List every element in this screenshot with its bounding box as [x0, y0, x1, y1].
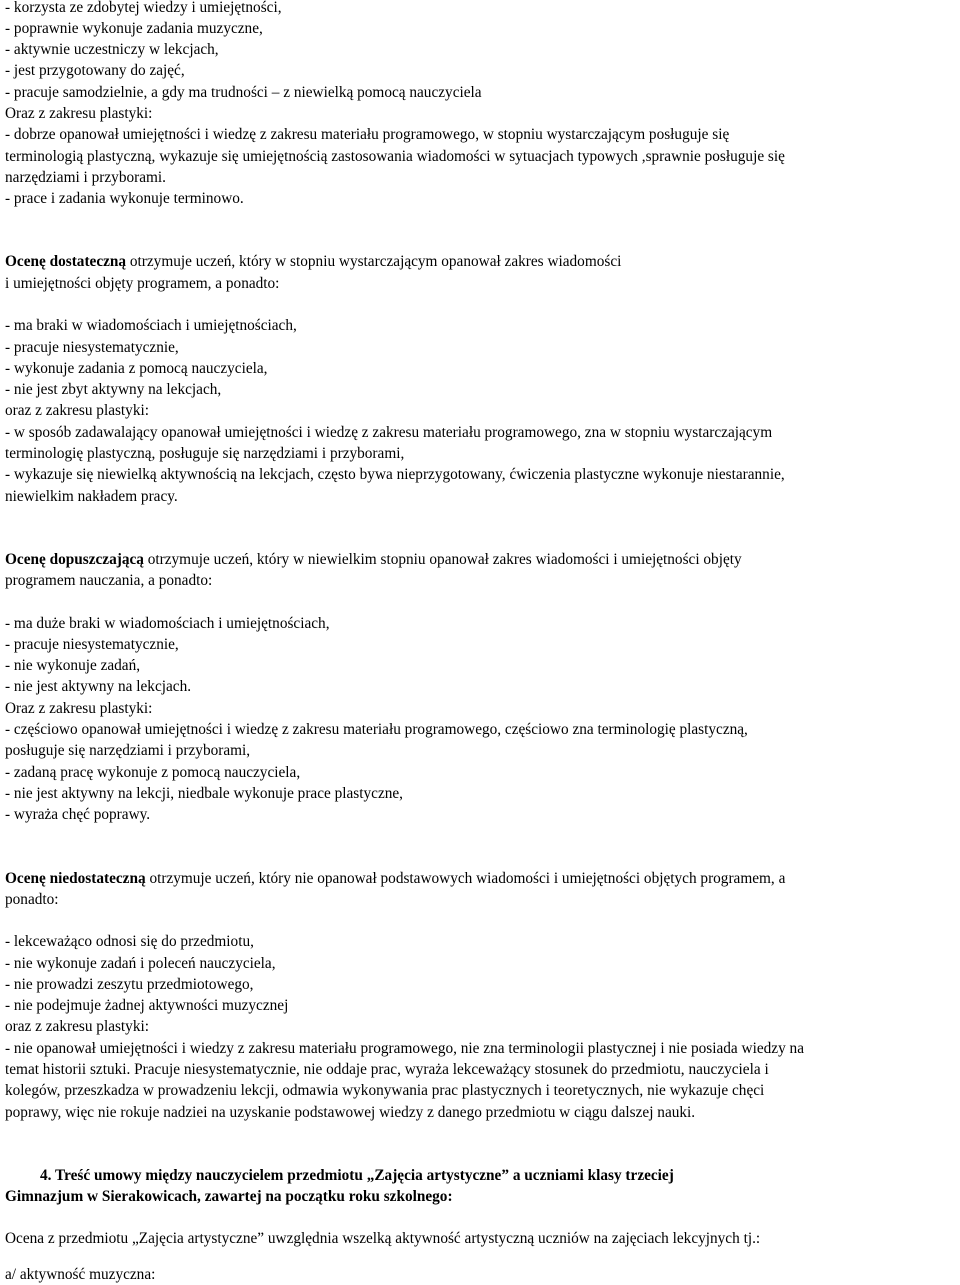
text-line: - pracuje niesystematycznie,: [5, 636, 179, 653]
text-line: terminologię plastyczną, posługuje się narzędziami i przyborami,: [5, 445, 405, 462]
text-line: - lekceważąco odnosi się do przedmiotu,: [5, 933, 254, 950]
section-heading-dopuszczajaca: [5, 549, 742, 570]
text-line: - ma duże braki w wiadomościach i umiejętnościach,: [5, 615, 330, 632]
text-line: i umiejętności objęty programem, a ponadto:: [5, 275, 280, 292]
heading-text: otrzymuje uczeń, który w stopniu wystarczającym opanował zakres wiadomości: [126, 253, 622, 270]
text-line: - nie jest zbyt aktywny na lekcjach,: [5, 381, 222, 398]
text-line: - ma braki w wiadomościach i umiejętnościach,: [5, 317, 297, 334]
text-line: poprawy, więc nie rokuje nadziei na uzyskanie podstawowej wiedzy z danego przedmiotu w ciągu dalszej nauki.: [5, 1104, 696, 1121]
grade-name: Ocenę dopuszczającą: [5, 551, 144, 568]
text-line: - dobrze opanował umiejętności i wiedzę z zakresu materiału programowego, w stopniu wystarczającym posługuje się: [5, 126, 730, 143]
grade-name: Ocenę dostateczną: [5, 253, 127, 270]
text-line: - nie prowadzi zeszytu przedmiotowego,: [5, 976, 254, 993]
grade-name: Ocenę niedostateczną: [5, 870, 146, 887]
heading-text: otrzymuje uczeń, który w niewielkim stopniu opanował zakres wiadomości i umiejętności objęty: [143, 551, 742, 568]
text-line: Ocena z przedmiotu „Zajęcia artystyczne” uwzględnia wszelką aktywność artystyczną uczniów na zajęciach lekcyjnych tj.:: [5, 1230, 761, 1247]
text-line: - w sposób zadawalający opanował umiejętności i wiedzę z zakresu materiału programowego, zna w stopniu wystarczającym: [5, 424, 773, 441]
text-line: - pracuje samodzielnie, a gdy ma trudności – z niewielką pomocą nauczyciela: [5, 84, 482, 101]
section-4-heading-cont: Gimnazjum w Sierakowicach, zawartej na początku roku szkolnego:: [5, 1188, 453, 1205]
text-line: posługuje się narzędziami i przyborami,: [5, 742, 251, 759]
section-heading-dostateczna: [5, 251, 621, 272]
text-line: - wykazuje się niewielką aktywnością na lekcjach, często bywa nieprzygotowany, ćwiczenia plastyczne wykonuje niestarannie,: [5, 466, 785, 483]
text-line: - nie wykonuje zadań,: [5, 657, 141, 674]
text-line: - aktywnie uczestniczy w lekcjach,: [5, 41, 219, 58]
text-line: niewielkim nakładem pracy.: [5, 488, 178, 505]
text-line: Oraz z zakresu plastyki:: [5, 105, 153, 122]
text-line: - korzysta ze zdobytej wiedzy i umiejętności,: [5, 0, 282, 16]
text-line: - nie opanował umiejętności i wiedzy z zakresu materiału programowego, nie zna terminologii plastycznej i nie posiada wiedzy na: [5, 1040, 804, 1057]
text-line: Oraz z zakresu plastyki:: [5, 700, 153, 717]
text-line: - wykonuje zadania z pomocą nauczyciela,: [5, 360, 268, 377]
text-line: a/ aktywność muzyczna:: [5, 1266, 156, 1283]
text-line: - nie wykonuje zadań i poleceń nauczyciela,: [5, 955, 276, 972]
text-line: - jest przygotowany do zajęć,: [5, 62, 185, 79]
text-line: kolegów, przeszkadza w prowadzeniu lekcji, odmawia wykonywania prac plastycznych i teoretycznych, nie wykazuje chęci: [5, 1082, 765, 1099]
heading-text: otrzymuje uczeń, który nie opanował podstawowych wiadomości i umiejętności objętych programem, a: [145, 870, 786, 887]
text-line: oraz z zakresu plastyki:: [5, 1018, 149, 1035]
text-line: - pracuje niesystematycznie,: [5, 339, 179, 356]
text-line: - nie jest aktywny na lekcjach.: [5, 678, 192, 695]
text-line: ponadto:: [5, 891, 59, 908]
text-line: - częściowo opanował umiejętności i wiedzę z zakresu materiału programowego, częściowo zna terminologię plastyczną,: [5, 721, 748, 738]
text-line: - wyraża chęć poprawy.: [5, 806, 151, 823]
section-4-heading: 4. Treść umowy między nauczycielem przedmiotu „Zajęcia artystyczne” a uczniami klasy trzeciej: [40, 1167, 674, 1184]
text-line: - poprawnie wykonuje zadania muzyczne,: [5, 20, 263, 37]
section-heading-niedostateczna: [5, 868, 785, 889]
text-line: narzędziami i przyborami.: [5, 169, 166, 186]
text-line: - nie jest aktywny na lekcji, niedbale wykonuje prace plastyczne,: [5, 785, 403, 802]
text-line: oraz z zakresu plastyki:: [5, 402, 149, 419]
text-line: temat historii sztuki. Pracuje niesystematycznie, nie oddaje prac, wyraża lekceważący stosunek do przedmiotu, nauczyciela i: [5, 1061, 769, 1078]
text-line: terminologią plastyczną, wykazuje się umiejętnością zastosowania wiadomości w sytuacjach typowych ,sprawnie posługuje się: [5, 148, 785, 165]
text-line: - nie podejmuje żadnej aktywności muzycznej: [5, 997, 289, 1014]
text-line: - prace i zadania wykonuje terminowo.: [5, 190, 244, 207]
text-line: programem nauczania, a ponadto:: [5, 572, 213, 589]
text-line: - zadaną pracę wykonuje z pomocą nauczyciela,: [5, 764, 301, 781]
